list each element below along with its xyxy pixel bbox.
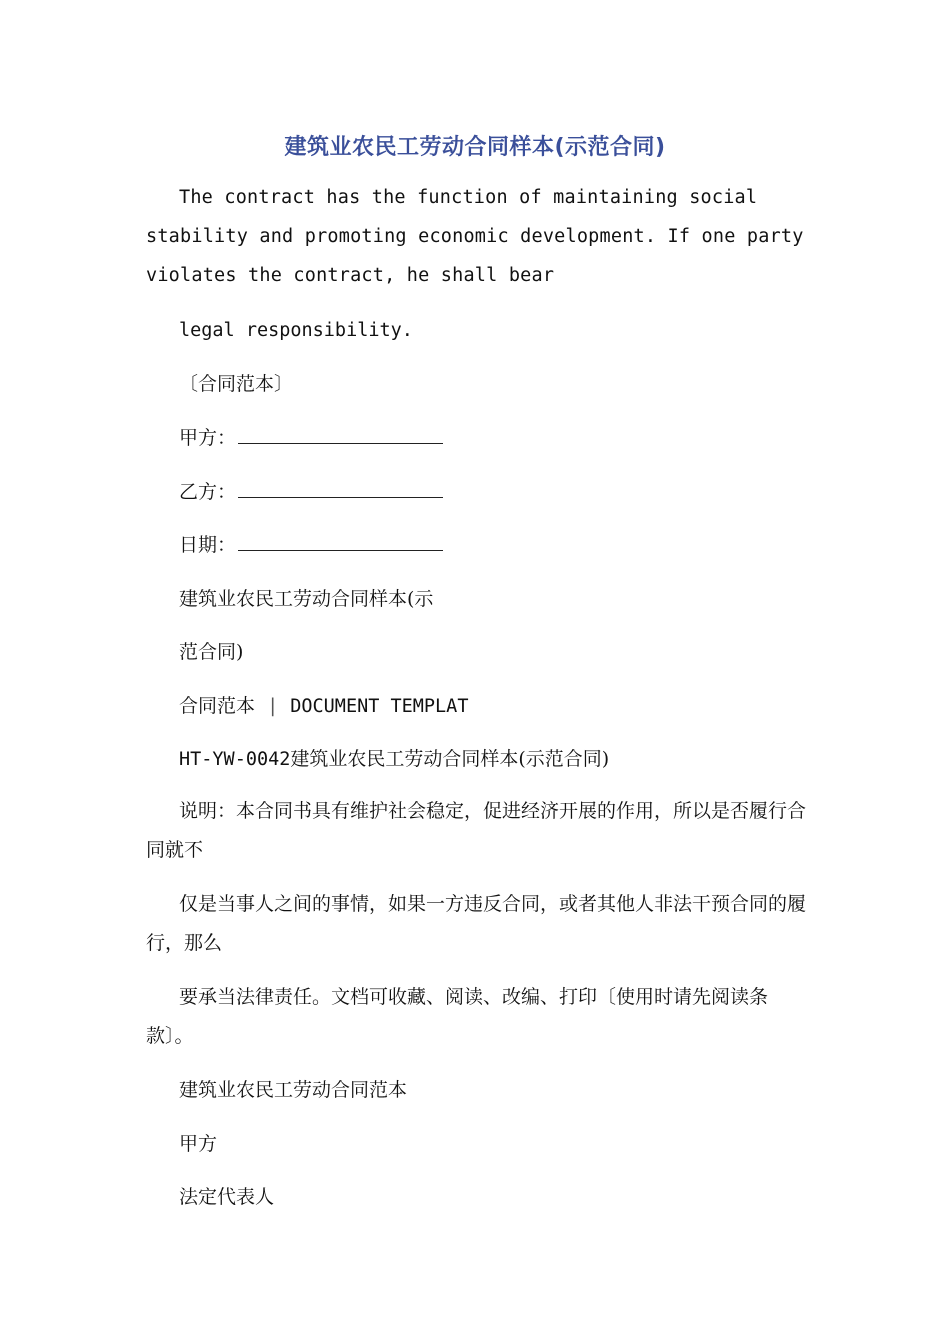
doc-type-line (179, 691, 468, 722)
doc-code: HT-YW-0042 (179, 749, 291, 770)
doc-type-cn: 合同范本 (179, 695, 256, 717)
body-party-a: 甲方 (179, 1133, 218, 1155)
party-b-label: 乙方： (179, 481, 237, 503)
party-a-label: 甲方： (179, 427, 237, 449)
doc-code-line (179, 744, 609, 775)
party-a-blank (238, 425, 443, 444)
description-paragraph-1: 说明：本合同书具有维护社会稳定，促进经济开展的作用，所以是否履行合同就不 (146, 800, 807, 861)
body-heading: 建筑业农民工劳动合同范本 (179, 1079, 408, 1101)
description-paragraph-2: 仅是当事人之间的事情，如果一方违反合同，或者其他人非法干预合同的履行，那么 (146, 893, 807, 954)
document-title: 建筑业农民工劳动合同样本(示范合同) (284, 135, 666, 160)
template-label: 〔合同范本〕 (179, 373, 294, 395)
doc-title-line-2: 范合同) (179, 641, 244, 663)
date-label: 日期： (179, 534, 237, 556)
intro-english-paragraph: The contract has the function of maintaining social stability and promoting economic development. If one party violates the contract, he shall bear (146, 187, 804, 286)
doc-type-separator: | (267, 696, 279, 717)
party-b-field (179, 477, 443, 507)
party-b-blank (238, 479, 443, 498)
doc-code-title: 建筑业农民工劳动合同样本(示范合同) (290, 748, 610, 770)
body-legal-representative: 法定代表人 (179, 1186, 275, 1208)
doc-type-en: DOCUMENT TEMPLAT (290, 696, 469, 717)
doc-title-line-1: 建筑业农民工劳动合同样本(示 (179, 588, 434, 610)
date-field (179, 530, 443, 560)
intro-english-tail: legal responsibility. (179, 320, 413, 341)
date-blank (238, 532, 443, 551)
party-a-field (179, 423, 443, 453)
description-paragraph-3: 要承当法律责任。文档可收藏、阅读、改编、打印〔使用时请先阅读条款〕。 (146, 986, 769, 1047)
